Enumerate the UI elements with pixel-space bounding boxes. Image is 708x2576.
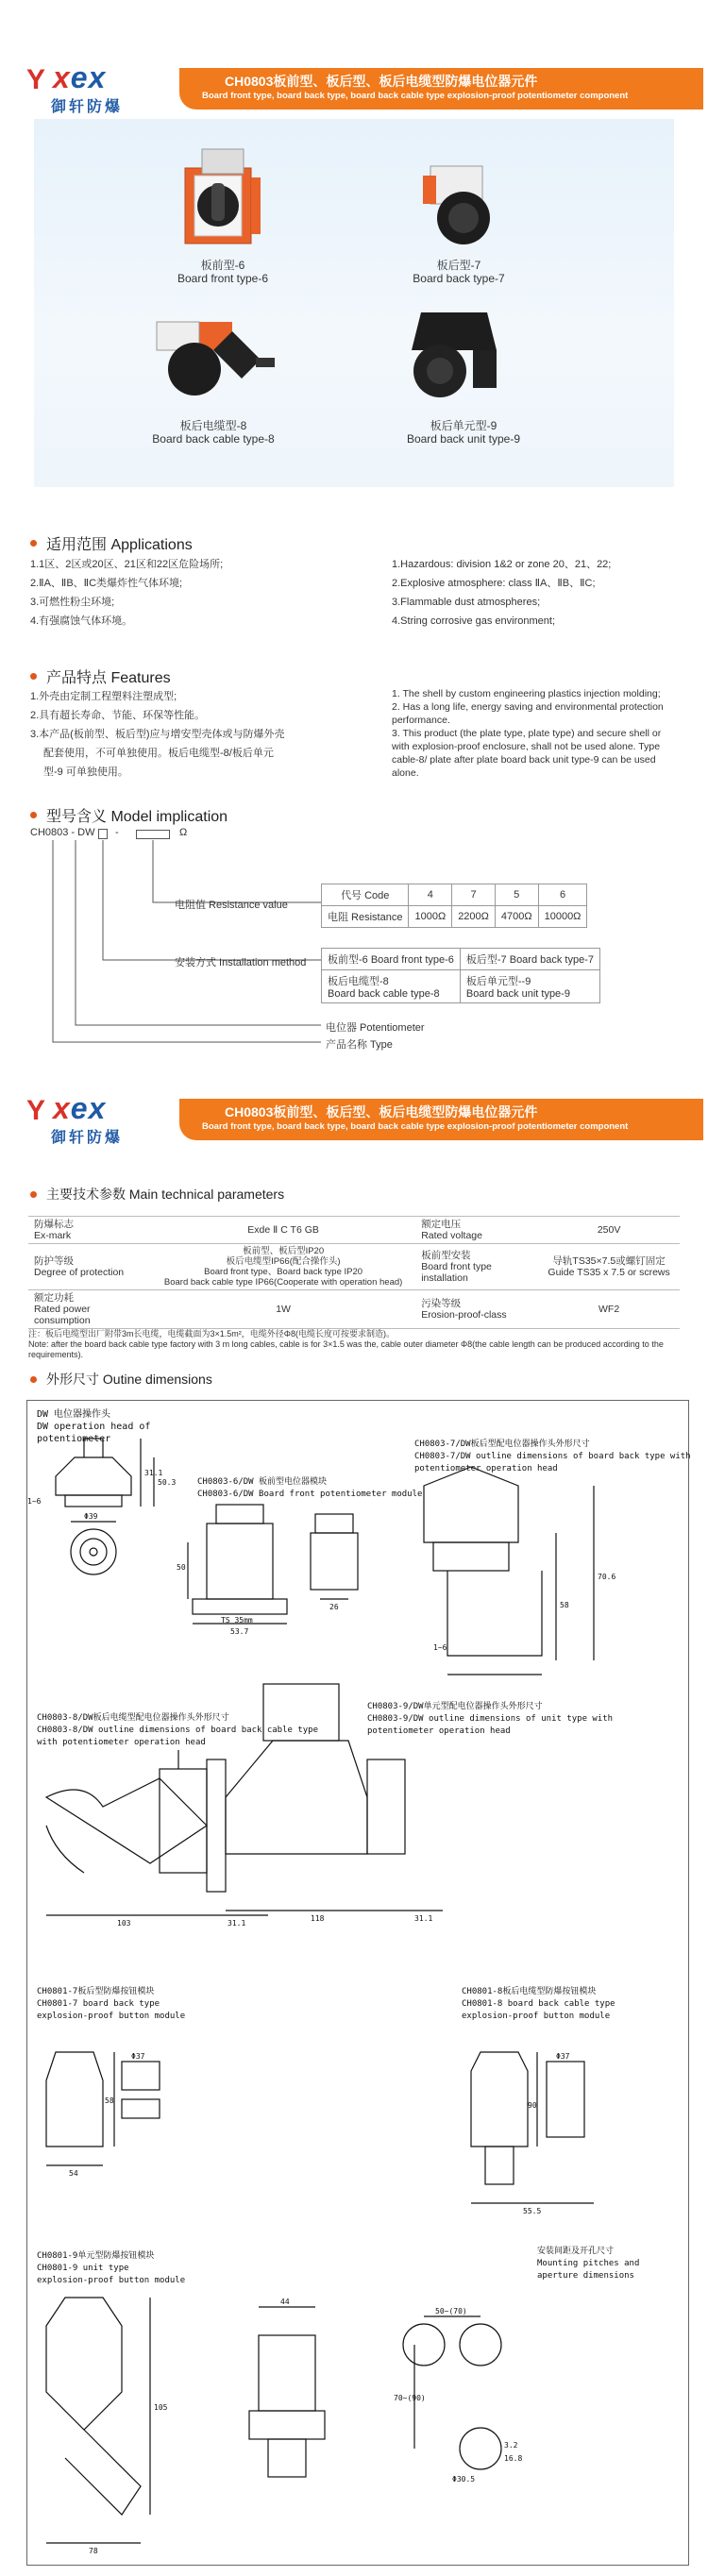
brand-logo: Y xex 御轩防爆 xyxy=(26,60,124,115)
dim-value: 50.3 xyxy=(158,1478,177,1487)
dim-value: Φ37 xyxy=(556,2052,570,2061)
features-en: 1. The shell by custom engineering plastics injection molding; 2. Has a long life, energy saving and environmental protection performance. 3. This product (the plate type, plate type) and secure shell or with explosion-proof enclosure, shall not be used alone. Type cable-8/ plate after plate board back unit type-9 can be used alone. xyxy=(392,688,664,779)
dim-value: 105 xyxy=(154,2403,168,2412)
product-back-type-7-caption: 板后型-7 Board back type-7 xyxy=(413,259,505,285)
dim-value: 58 xyxy=(560,1601,569,1609)
cable-type-label: CH0803-8/DW板后电缆型配电位器操作头外形尺寸 CH0803-8/DW outline dimensions of board back cable type with potentiometer operation head xyxy=(37,1713,319,1747)
dim-value: 90 xyxy=(528,2101,537,2110)
dim-value: Φ39 xyxy=(84,1512,98,1521)
dim-value: 31.1 xyxy=(228,1919,246,1928)
params-row-protection: 防护等级 Degree of protection 板前型、板后型IP20 板后电缆型IP66(配合操作头) Board front type、Board back type IP20 Board back cable type IP66(Cooperate with operation head) 板前型安装 Board front type installation 导轨TS35×7.5或螺钉固定 Guide TS35 x 7.5 or screws xyxy=(28,1244,680,1290)
dw-head-label: DW 电位器操作头 DW operation head of potentiometer xyxy=(37,1409,151,1444)
dim-value: 50 xyxy=(177,1563,186,1572)
dim-value: 1~6 xyxy=(27,1497,42,1506)
potentiometer-label: 电位器 Potentiometer xyxy=(326,1022,425,1034)
features-heading: 产品特点 Features xyxy=(30,665,171,687)
dim-value: 53.7 xyxy=(230,1627,249,1636)
install-table: 板前型-6 Board front type-6 板后型-7 Board back type-7 板后电缆型-8 板后单元型--9 Board back cable type-8 Board back unit type-9 xyxy=(321,948,600,1003)
params-table xyxy=(28,1216,680,1329)
applications-cn: 1.1区、2区或20区、21区和22区危险场所; 2.ⅡA、ⅡB、ⅡC类爆炸性气体环境; 3.可燃性粉尘环境; 4.有强腐蚀气体环境。 xyxy=(30,559,224,627)
dim-value: 103 xyxy=(117,1919,131,1928)
dim-value: 118 xyxy=(311,1914,325,1923)
logo-mark: Y xyxy=(26,64,46,95)
button-8-label: CH0801-8板后电缆型防爆按钮模块 CH0801-8 board back cable type explosion-proof button module xyxy=(462,1987,615,2021)
dim-value: 3.2 xyxy=(504,2441,518,2450)
dim-value: 44 xyxy=(280,2298,290,2306)
dims-heading: 外形尺寸 Outine dimensions xyxy=(30,1370,212,1389)
dimension-drawings xyxy=(26,1400,689,2566)
dim-value: 78 xyxy=(89,2547,98,2555)
dim-value: 26 xyxy=(329,1603,339,1611)
resistance-label: 电阻值 Resistance value xyxy=(175,900,288,911)
dim-value: 31.1 xyxy=(144,1469,163,1477)
dim-value: TS 35mm xyxy=(221,1616,253,1625)
type-label: 产品名称 Type xyxy=(326,1039,393,1051)
back-type-label: CH0803-7/DW板后型配电位器操作头外形尺寸 CH0803-7/DW outline dimensions of board back type with potentiometer operation head xyxy=(414,1440,691,1473)
params-note: 注：板后电缆型出厂附带3m长电缆，电缆截面为3×1.5m²，电缆外径Φ8(电缆长度可按要求制造)。 Note: after the board back cable type factory with 3 m long cables, cable is for 3×1.5 was the, cable outer diameter Φ8(the cable length can be produced according to the requirements). xyxy=(28,1329,664,1359)
resistance-table: 代号 Code 4 7 5 6 电阻 Resistance 1000Ω 2200Ω 4700Ω 10000Ω xyxy=(321,884,587,928)
header-second xyxy=(0,1078,708,1155)
model-code: CH0803 - DW xyxy=(30,827,95,838)
dim-value: 70~(90) xyxy=(394,2394,426,2402)
product-back-cable-type-8-caption: 板后电缆型-8 Board back cable type-8 xyxy=(152,419,275,446)
dim-value: 1~6 xyxy=(433,1643,447,1652)
dim-value: 16.8 xyxy=(504,2454,523,2463)
dimension-drawing-lines xyxy=(27,1401,690,2567)
applications-heading: 适用范围 Applications xyxy=(30,532,193,554)
button-9-label: CH0801-9单元型防爆按钮模块 CH0801-9 unit type explosion-proof button module xyxy=(37,2251,186,2285)
dim-value: 54 xyxy=(69,2169,78,2178)
product-back-unit-type-9-caption: 板后单元型-9 Board back unit type-9 xyxy=(406,419,521,446)
params-heading: 主要技术参数 Main technical parameters xyxy=(30,1185,284,1204)
dim-value: Φ30.5 xyxy=(452,2475,476,2483)
product-front-type-6-caption: 板前型-6 Board front type-6 xyxy=(177,259,269,285)
page-title-cn: CH0803板前型、板后型、板后电缆型防爆电位器元件 xyxy=(225,74,538,89)
features-cn: 1.外壳由定制工程塑料注塑成型; 2.具有超长寿命、节能、环保等性能。 3.本产品(板前型、板后型)应与增安型壳体或与防爆外壳 配套使用，不可单独使用。板后电缆型-8/板后单元 型-9 可单独使用。 xyxy=(30,691,285,778)
applications-en: 1.Hazardous: division 1&2 or zone 20、21、22; 2.Explosive atmosphere: class ⅡA、ⅡB、ⅡC; 3.Flammable dust atmospheres; 4.String corrosive gas environment; xyxy=(392,559,612,627)
params-row-exmark: 防爆标志 Ex-mark Exde Ⅱ C T6 GB 额定电压 Rated voltage 250V xyxy=(28,1217,680,1244)
model-unit: Ω xyxy=(179,827,188,838)
model-heading: 型号含义 Model implication xyxy=(30,804,228,826)
install-label: 安装方式 Installation method xyxy=(175,957,307,968)
dim-value: 70.6 xyxy=(598,1573,616,1581)
dim-value: 58 xyxy=(105,2096,114,2105)
params-row-power: 额定功耗 Rated power consumption 1W 污染等级 Erosion-proof-class WF2 xyxy=(28,1290,680,1329)
button-7-label: CH0801-7板后型防爆按钮模块 CH0801-7 board back type explosion-proof button module xyxy=(37,1987,186,2021)
dim-value: Φ37 xyxy=(131,2052,145,2061)
page-title-en: Board front type, board back type, board back cable type explosion-proof potentiometer component xyxy=(202,91,629,101)
brand-name-cn: 御轩防爆 xyxy=(51,99,124,115)
dim-value: 50~(70) xyxy=(435,2307,467,2315)
unit-type-label: CH0803-9/DW单元型配电位器操作头外形尺寸 CH0803-9/DW outline dimensions of unit type with potentiometer operation head xyxy=(367,1702,614,1736)
dim-value: 55.5 xyxy=(523,2207,542,2215)
mounting-label: 安装间距及开孔尺寸 Mounting pitches and aperture dimensions xyxy=(537,2247,640,2281)
model-dash: - xyxy=(115,827,119,838)
dim-value: 31.1 xyxy=(414,1914,433,1923)
front-module-label: CH0803-6/DW 板前型电位器模块 CH0803-6/DW Board front potentiometer module xyxy=(197,1477,423,1499)
brand-logo-2: Y xex 御轩防爆 xyxy=(26,1091,124,1146)
title-banner-2: CH0803板前型、板后型、板后电缆型防爆电位器元件 Board front type, board back type, board back cable type explosion-proof potentiometer component xyxy=(179,1099,703,1140)
